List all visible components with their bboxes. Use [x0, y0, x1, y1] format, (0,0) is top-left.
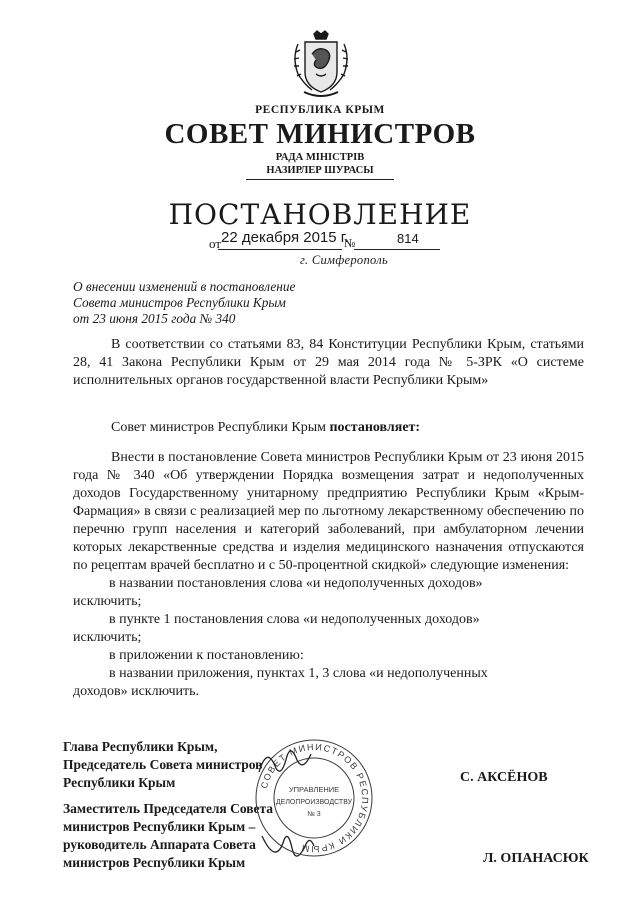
amendment-item-text: в пункте 1 постановления слова «и недополученных доходов»	[109, 612, 480, 627]
amendment-item-text: в названии приложения, пунктах 1, 3 слова «и недополученных	[109, 666, 488, 681]
amendment-item	[73, 575, 584, 611]
stamp-line-2: ДЕЛОПРОИЗВОДСТВУ	[275, 799, 353, 806]
decision-verb: постановляет:	[329, 420, 421, 435]
subject-line: от 23 июня 2015 года № 340	[73, 311, 236, 326]
signatory-title-line: Республики Крым	[63, 775, 176, 790]
crimean-tatar-name: НАЗИРЛЕР ШУРАСЫ	[266, 165, 374, 176]
number-underline	[354, 249, 440, 250]
council-heading: СОВЕТ МИНИСТРОВ	[164, 118, 476, 150]
date-underline	[218, 249, 342, 250]
main-paragraph: Внести в постановление Совета министров Республики Крым от 23 июня 2015 года № 340 «Об утверждении Порядка возмещения затрат и недополученных доходов Государственному унитарному предприятию Республики Крым «Крым-Фармация» в связи с реализацией мер по льготному лекарственному обеспечению по перечню групп населения и категорий заболеваний, при амбулаторном лечении которых лекарственные средства и изделия медицинского назначения отпускаются по рецептам врачей бесплатно и с 50-процентной скидкой» следующие изменения:	[73, 450, 584, 573]
date-prefix: от	[209, 236, 222, 251]
handwritten-signature	[255, 742, 315, 782]
signature-block-head	[63, 738, 262, 792]
signatory-title-line: Заместитель Председателя Совета	[63, 801, 274, 816]
amendment-item-text: в названии постановления слова «и недополученных доходов»	[109, 576, 483, 591]
amendment-item	[73, 647, 584, 665]
document-type-title: ПОСТАНОВЛЕНИЕ	[168, 198, 472, 231]
stamp-ring-text: СОВЕТ МИНИСТРОВ РЕСПУБЛИКИ КРЫМ	[258, 741, 371, 855]
amendment-item-continuation: доходов» исключить.	[73, 684, 200, 699]
handwritten-signature	[258, 826, 318, 870]
amendment-item	[73, 611, 584, 647]
subject-line: О внесении изменений в постановление	[73, 279, 296, 294]
signatory-title-line: руководитель Аппарата Совета	[63, 837, 256, 852]
ukrainian-name: РАДА МІНІСТРІВ	[275, 152, 365, 163]
signatory-name-head: С. АКСЁНОВ	[460, 770, 548, 785]
stamp-line-1: УПРАВЛЕНИЕ	[288, 785, 340, 794]
decision-lead: Совет министров Республики Крым	[111, 420, 326, 435]
header-divider	[246, 179, 394, 180]
number-sign: №	[344, 236, 356, 250]
amendment-item-text: в приложении к постановлению:	[109, 648, 304, 663]
amendment-item-continuation: исключить;	[73, 594, 142, 609]
document-number: 814	[397, 231, 419, 246]
amendment-item	[73, 665, 584, 701]
decision-paragraph	[73, 419, 584, 437]
document-date: 22 декабря 2015 г.	[221, 229, 349, 246]
signatory-name-deputy: Л. ОПАНАСЮК	[483, 851, 589, 866]
subject-line: Совета министров Республики Крым	[73, 295, 286, 310]
signatory-title-line: Председатель Совета министров	[63, 757, 263, 772]
amendment-item-continuation: исключить;	[73, 630, 142, 645]
coat-of-arms-emblem	[290, 30, 352, 98]
signatory-title-line: министров Республики Крым	[63, 855, 246, 870]
signatory-title-line: министров Республики Крым –	[63, 819, 256, 834]
signatory-title-line: Глава Республики Крым,	[63, 739, 218, 754]
signature-block-deputy	[63, 800, 273, 872]
republic-heading: РЕСПУБЛИКА КРЫМ	[255, 104, 385, 116]
document-subject	[73, 279, 295, 327]
stamp-line-3: № 3	[307, 811, 321, 818]
main-provisions	[0, 449, 584, 701]
document-city: г. Симферополь	[300, 253, 388, 267]
legal-basis-paragraph: В соответствии со статьями 83, 84 Конституции Республики Крым, статьями 28, 41 Закона Республики Крым от 29 мая 2014 года № 5-ЗРК «О системе исполнительных органов государственной власти Республики Крым»	[73, 337, 584, 388]
